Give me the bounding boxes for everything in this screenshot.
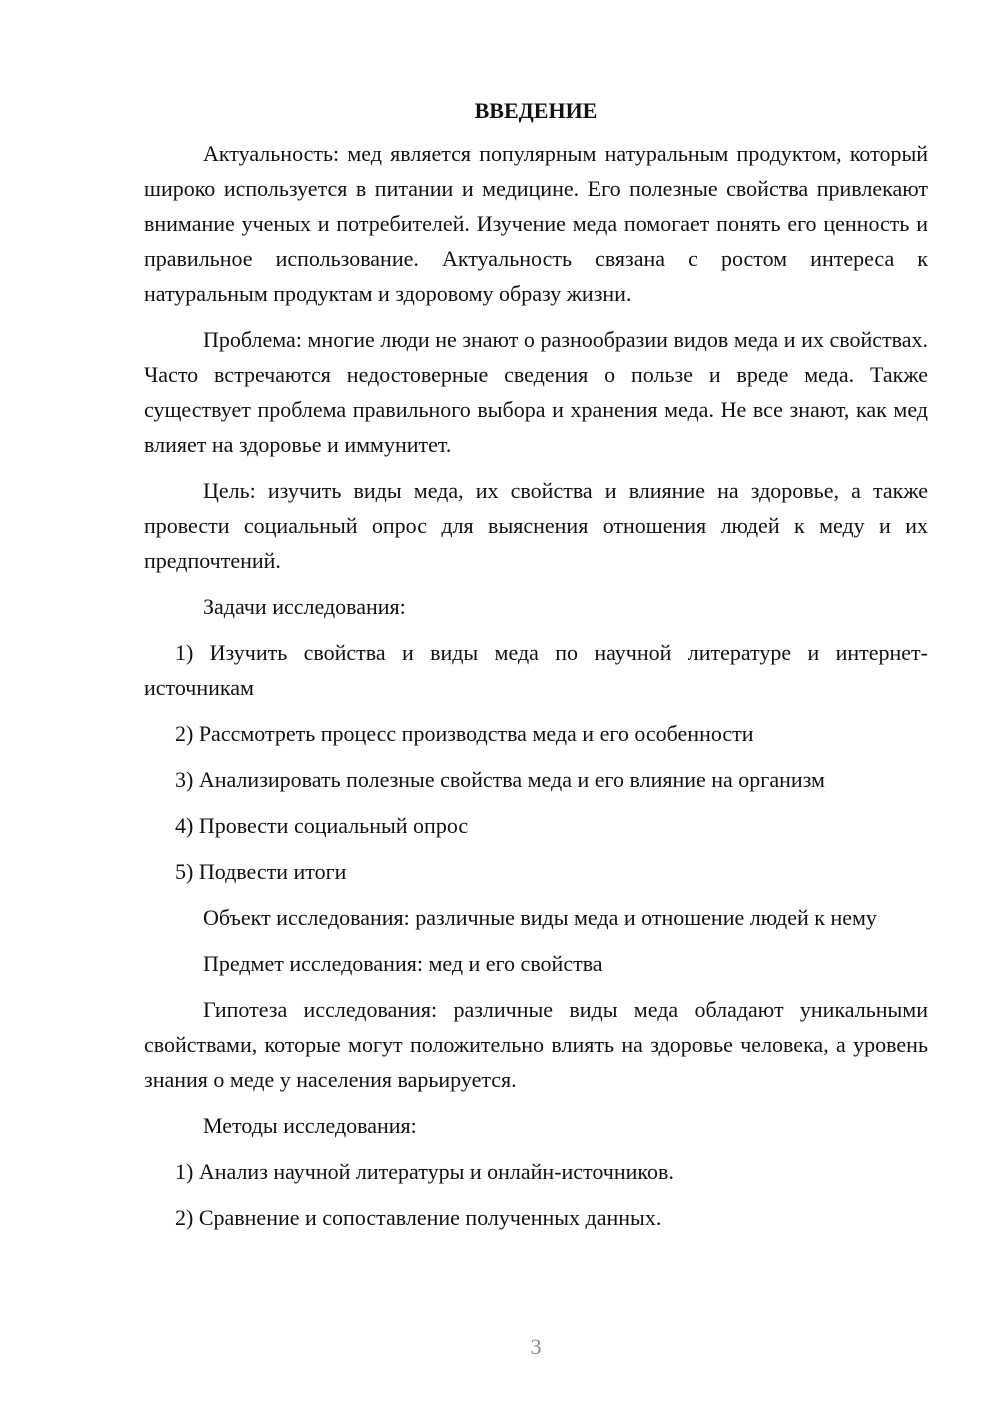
task-item: 4) Провести социальный опрос <box>175 813 469 838</box>
methods-title: Методы исследования: <box>203 1113 417 1138</box>
section-heading: ВВЕДЕНИЕ <box>474 98 598 123</box>
subject-paragraph: Предмет исследования: мед и его свойства <box>203 951 603 976</box>
page-number: 3 <box>530 1334 542 1359</box>
method-item: 2) Сравнение и сопоставление полученных данных. <box>175 1205 662 1230</box>
task-item: 3) Анализировать полезные свойства меда и его влияние на организм <box>175 767 825 792</box>
method-item: 1) Анализ научной литературы и онлайн-источников. <box>175 1159 674 1184</box>
problem-paragraph: Проблема: многие люди не знают о разнообразии видов меда и их свойствах. Часто встречаются недостоверные сведения о пользе и вреде меда. Также существует проблема правильного выбора и хранения меда. Не все знают, как мед влияет на здоровье и иммунитет. <box>144 327 928 457</box>
relevance-paragraph: Актуальность: мед является популярным натуральным продуктом, который широко используется в питании и медицине. Его полезные свойства привлекают внимание ученых и потребителей. Изучение меда помогает понять его ценность и правильное использование. Актуальность связана с ростом интереса к натуральным продуктам и здоровому образу жизни. <box>144 141 928 306</box>
task-item: 1) Изучить свойства и виды меда по научной литературе и интернет-источникам <box>144 640 928 700</box>
page-content <box>144 94 928 1246</box>
goal-paragraph: Цель: изучить виды меда, их свойства и влияние на здоровье, а также провести социальный опрос для выяснения отношения людей к меду и их предпочтений. <box>144 478 928 573</box>
task-item: 2) Рассмотреть процесс производства меда и его особенности <box>175 721 754 746</box>
task-item: 5) Подвести итоги <box>175 859 347 884</box>
tasks-title: Задачи исследования: <box>203 594 406 619</box>
hypothesis-paragraph: Гипотеза исследования: различные виды меда обладают уникальными свойствами, которые могут положительно влиять на здоровье человека, а уровень знания о меде у населения варьируется. <box>144 997 928 1092</box>
object-paragraph: Объект исследования: различные виды меда и отношение людей к нему <box>203 905 877 930</box>
